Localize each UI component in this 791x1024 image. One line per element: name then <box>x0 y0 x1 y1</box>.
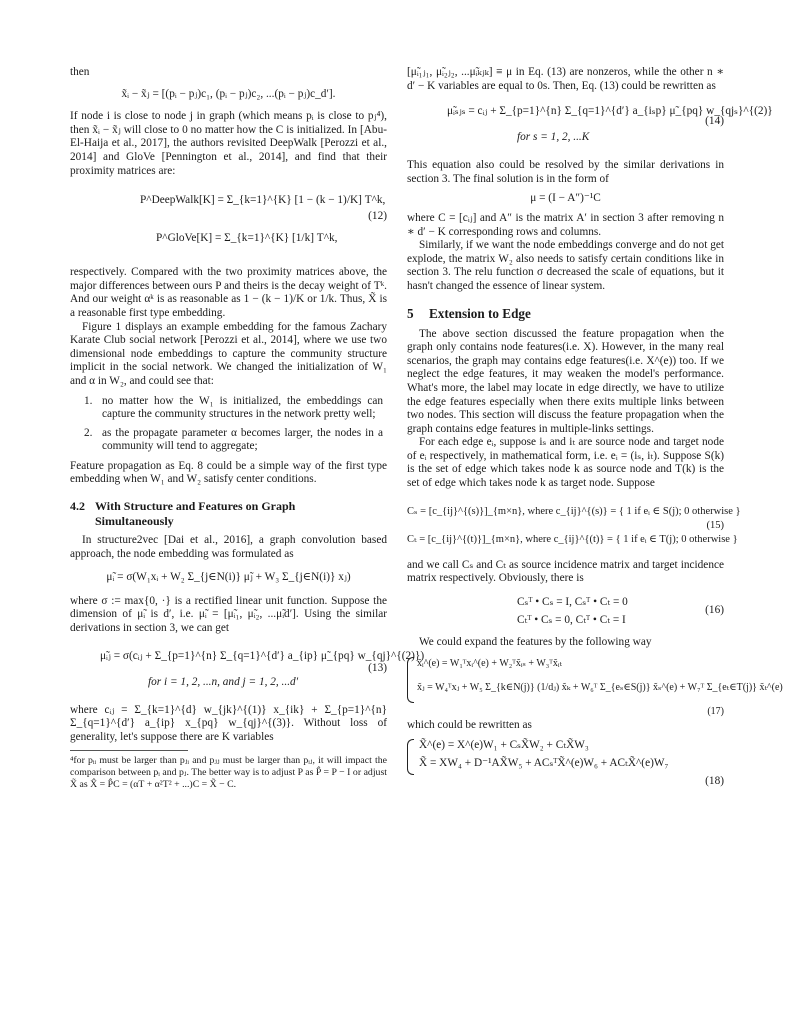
paragraph-similarly: Similarly, if we want the node embeddings converge and do not get explode, the matrix W₂ also needs to satisfy certain conditions like in section 3. The relu function σ decreased the scale of equations, but it hasn't changed the essence of linear system. <box>407 239 724 292</box>
paragraph-expand: We could expand the features by the following way <box>419 635 652 648</box>
equation-17-line-1: x̃ᵢ^(e) = W₁ᵀxᵢ^(e) + W₂ᵀx̃ᵢₛ + W₃ᵀx̃ᵢₜ <box>417 658 562 670</box>
equation-xdiff <box>70 88 387 102</box>
paragraph-figure: Figure 1 displays an example embedding for the famous Zachary Karate Club social network [Perozzi et al., 2014], where we use two dimensional node embeddings to capture the community structure implicit in the social network. We changed the initialization of W₁ and α in W₂, and could see that: <box>70 320 387 387</box>
paragraph-mu-top: [μ̃ᵢ₁ⱼ₁, μ̃ᵢ₂ⱼ₂, ...μ̃ᵢₖⱼₖ] ≡ μ in Eq. (13) are nonzeros, while the other n ∗ d′ − K variables are equal to 0s. Then, Eq. (13) could be rewritten as <box>407 66 724 92</box>
paragraph-each-edge: For each edge eᵢ, suppose iₛ and iₜ are source node and target node of eᵢ respectively, in mathematical form, i.e. eᵢ = (iₛ, iₜ). Suppose S(k) is the set of edge which takes node k as source node and T(k) is the set of edge which takes node k as target node. Suppose <box>407 436 724 490</box>
equation-15-line-2: Cₜ = [c_{ij}^{(t)}]_{m×n}, where c_{ij}^{(t)} = { 1 if eᵢ ∈ T(j); 0 otherwise } <box>407 533 738 545</box>
equation-13-line-1: μ̃ᵢⱼ = σ(cᵢⱼ + Σ_{p=1}^{n} Σ_{q=1}^{d′} a_{ip} μ̃_{pq} w_{qj}^{(2)}) <box>100 649 425 662</box>
list-item <box>70 427 387 454</box>
equation-17-line-2: x̃ⱼ = W₄ᵀxⱼ + W₅ Σ_{k∈N(j)} (1/dⱼ) x̃ₖ + W₆ᵀ Σ_{eₛ∈S(j)} x̃ₛ^(e) + W₇ᵀ Σ_{eₜ∈T(j)} x̃ₜ^(e) <box>417 682 783 694</box>
list-item <box>70 395 387 422</box>
equation-18-brace <box>407 739 414 775</box>
equation-17 <box>407 655 783 719</box>
list-item-text: no matter how the W₁ is initialized, the embeddings can capture the community structures in the network pretty well; <box>102 394 383 421</box>
equation-12-line-1: P^DeepWalk[K] = Σ_{k=1}^{K} [1 − (k − 1)/K] T^k, <box>140 194 386 207</box>
footnote-rule <box>70 750 188 751</box>
subsection-title-line-1: With Structure and Features on Graph <box>95 499 296 514</box>
equation-13 <box>70 646 425 698</box>
paragraph-cij: where cᵢⱼ = Σ_{k=1}^{d} w_{jk}^{(1)} x_{ik} + Σ_{p=1}^{n} Σ_{q=1}^{d′} a_{ip} x_{pq} w_{qj}^{(3)}. Without loss of generality, let's suppose there are K variables <box>70 703 387 743</box>
equation-mu-solution-text: μ = (I − A″)⁻¹C <box>530 192 601 205</box>
section-title: Extension to Edge <box>429 305 531 321</box>
equation-12-number: (12) <box>368 210 387 223</box>
equation-18-line-2: X̃ = XW₄ + D⁻¹AX̃W₅ + ACₛᵀX̃^(e)W₆ + ACₜX̃^(e)W₇ <box>419 757 669 770</box>
paragraph-where-c: where C = [cᵢⱼ] and A″ is the matrix A′ in section 3 after removing n ∗ d′ − K corresponding rows and columns. <box>407 211 724 238</box>
equation-14-number: (14) <box>705 115 724 128</box>
equation-17-brace <box>407 657 414 703</box>
paragraph-structure2vec: In structure2vec [Dai et al., 2016], a graph convolution based approach, the node embedding was formulated as <box>70 534 387 560</box>
observation-list <box>70 395 387 454</box>
equation-18-number: (18) <box>705 775 724 788</box>
equation-15 <box>407 499 741 555</box>
paragraph-where-sigma: where σ := max{0, ·} is a rectified linear unit function. Suppose the dimension of μ̃ᵢ is d′, i.e. μ̃ᵢ = [μ̃ᵢ₁, μ̃ᵢ₂, ...μ̃ᵢd′]. Using the similar derivations in section 3, we can get <box>70 594 387 635</box>
list-item-number: 1. <box>84 394 93 407</box>
subsection-number: 4.2 <box>70 499 85 514</box>
equation-14-line-1: μ̃ᵢₛⱼₛ = cᵢⱼ + Σ_{p=1}^{n} Σ_{q=1}^{d′} a_{iₛp} μ̃_{pq} w_{qjₛ}^{(2)} <box>447 105 773 118</box>
section-number: 5 <box>407 305 414 321</box>
subsection-heading <box>70 499 387 529</box>
equation-14-line-2: for s = 1, 2, ...K <box>517 131 590 144</box>
equation-15-line-1: Cₛ = [c_{ij}^{(s)}]_{m×n}, where c_{ij}^{(s)} = { 1 if eᵢ ∈ S(j); 0 otherwise } <box>407 505 741 517</box>
equation-12 <box>70 188 387 260</box>
list-item-text: as the propagate parameter α becomes larger, the nodes in a community will tend to aggregate; <box>102 426 383 453</box>
equation-18 <box>407 737 724 789</box>
paragraph-feature: Feature propagation as Eq. 8 could be a simple way of the first type embedding when W₁ and W₂ satisfy center conditions. <box>70 459 387 486</box>
equation-15-number: (15) <box>706 519 724 531</box>
list-item-number: 2. <box>84 426 93 439</box>
equation-16-line-1: Cₛᵀ • Cₛ = I, Cₛᵀ • Cₜ = 0 <box>517 595 628 608</box>
equation-17-number: (17) <box>707 706 724 718</box>
equation-16 <box>407 594 724 630</box>
equation-mu-solution <box>407 192 724 206</box>
left-column <box>70 66 425 791</box>
subsection-title-line-2: Simultaneously <box>95 514 174 529</box>
equation-16-number: (16) <box>705 603 724 616</box>
equation-16-line-2: Cₜᵀ • Cₛ = 0, Cₜᵀ • Cₜ = I <box>517 613 626 626</box>
equation-14 <box>407 101 773 153</box>
equation-13-line-2: for i = 1, 2, ...n, and j = 1, 2, ...d′ <box>148 675 299 688</box>
equation-mu-text: μ̃ᵢ = σ(W₁xᵢ + W₂ Σ_{j∈N(i)} μ̃ⱼ + W₃ Σ_{j∈N(i)} xⱼ) <box>106 571 351 584</box>
paragraph-then: then <box>70 66 90 78</box>
paragraph-close: If node i is close to node j in graph (which means pᵢ is close to pⱼ⁴), then x̃ᵢ − x̃ⱼ will close to 0 no matter how the C is initialized. In [Abu-El-Haija et al., 2017], the authors revisited DeepWalk [Perozzi et al., 2014] and GloVe [Pennington et al., 2014], and find that their proximity matrices are: <box>70 110 387 177</box>
paragraph-respectively: respectively. Compared with the two proximity matrices above, the major differences between ours P and theirs is the decay weight of Tᵏ. And our weight αᵏ is as reasonable as 1 − (k − 1)/K or 1/k. Thus, X̃ is a reasonable first type embedding. <box>70 266 387 319</box>
paragraph-above: The above section discussed the feature propagation when the graph only contains node features(i.e. X). However, in the many real scenarios, the graph may contains edge features(i.e. X^(e)) too. If we neglect the edge features, it may weaken the model's performance. What's more, the label may locate in edge directly, we have to utilize the edge features especially when there exits multiple links between two nodes. This section will discuss the feature propagation when the graph contains edge features in multiple-links settings. <box>407 327 724 435</box>
equation-mu <box>70 571 387 585</box>
paragraph-we-call: and we call Cₛ and Cₜ as source incidence matrix and target incidence matrix respectively. Obviously, there is <box>407 558 724 585</box>
equation-13-number: (13) <box>368 661 387 674</box>
equation-xdiff-text: x̃ᵢ − x̃ⱼ = [(pᵢ − pⱼ)c₁, (pᵢ − pⱼ)c₂, ...(pᵢ − pⱼ)c_d′]. <box>121 87 336 100</box>
equation-18-line-1: X̃^(e) = X^(e)W₁ + CₛX̃W₂ + CₜX̃W₃ <box>419 739 589 752</box>
equation-12-line-2: P^GloVe[K] = Σ_{k=1}^{K} [1/k] T^k, <box>156 232 338 245</box>
section-heading <box>407 306 724 322</box>
paragraph-resolved: This equation also could be resolved by the similar derivations in section 3. The final solution is in the form of <box>407 159 724 185</box>
paragraph-rewritten: which could be rewritten as <box>407 719 532 732</box>
right-column <box>407 66 783 789</box>
footnote-4: ⁴for pᵢᵢ must be larger than pⱼᵢ and pⱼⱼ must be larger than pᵢⱼ, it will impact the comparison between pᵢ and pⱼ. The better way is to adjust P as P̂ = P − I or adjust X̃ as X̂ = P̂C = (αT + α²T² + ...)C = X̃ − C. <box>70 755 387 791</box>
